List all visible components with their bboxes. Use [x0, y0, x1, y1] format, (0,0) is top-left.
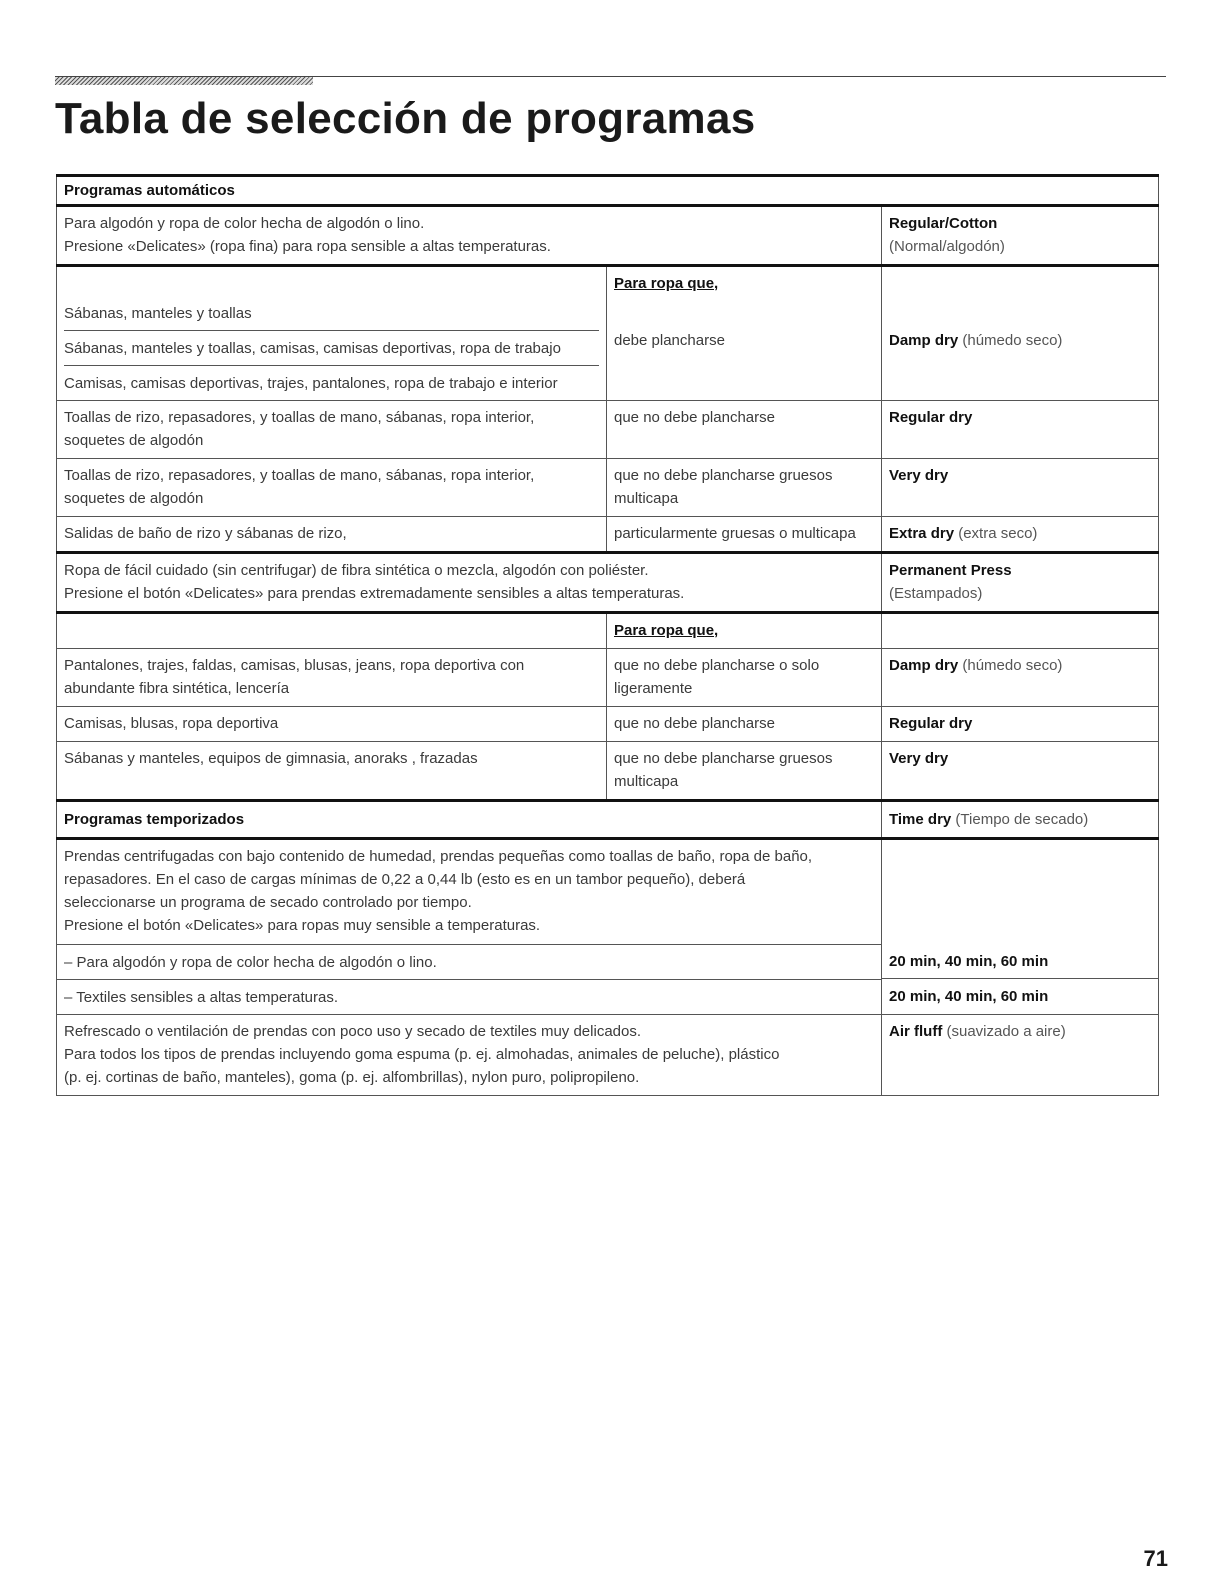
blank-spacer — [889, 845, 1151, 944]
para-ropa-label: Para ropa que, — [614, 275, 719, 292]
para-ropa-label: Para ropa que, — [614, 622, 719, 639]
program-name: Permanent Press — [889, 562, 1012, 579]
desc-line: (p. ej. cortinas de baño, manteles), goma (p. ej. alfombrillas), nylon puro, polipropileno. — [64, 1069, 640, 1086]
table-row — [57, 613, 1159, 649]
section-header-row — [57, 176, 1159, 206]
program-selection-table — [56, 174, 1159, 1096]
table-row — [57, 206, 1159, 266]
items-cell: Toallas de rizo, repasadores, y toallas de mano, sábanas, ropa interior, soquetes de algodón — [57, 459, 607, 517]
intro-line: Presione el botón «Delicates» para prendas extremadamente sensibles a altas temperaturas. — [64, 585, 685, 602]
program-subtitle: (extra seco) — [958, 525, 1038, 542]
program-name: Damp dry — [889, 332, 959, 349]
table-row — [57, 401, 1159, 459]
table-row — [57, 742, 1159, 801]
timed-times: 20 min, 40 min, 60 min — [889, 953, 1049, 970]
section-header-auto: Programas automáticos — [57, 176, 1159, 206]
desc-line: Para todos los tipos de prendas incluyendo goma espuma (p. ej. almohadas, animales de peluche), plástico — [64, 1046, 780, 1063]
program-subtitle: (húmedo seco) — [962, 332, 1063, 349]
program-subtitle: (suavizado a aire) — [946, 1023, 1066, 1040]
header-rule — [55, 76, 1166, 77]
desc-line: Refrescado o ventilación de prendas con poco uso y secado de textiles muy delicados. — [64, 1023, 642, 1040]
program-name: Very dry — [889, 467, 949, 484]
table-row — [57, 1015, 1159, 1096]
condition-cell — [607, 613, 882, 649]
table-row — [57, 707, 1159, 742]
program-name: Regular dry — [889, 715, 973, 732]
blank-spacer — [57, 267, 606, 296]
table-row — [57, 266, 1159, 401]
desc-line: Prendas centrifugadas con bajo contenido de humedad, prendas pequeñas como toallas de baño, ropa de baño, — [64, 848, 813, 865]
timed-description — [57, 839, 882, 1015]
program-cell — [882, 839, 1159, 1015]
condition-cell — [607, 266, 882, 401]
desc-line: repasadores. En el caso de cargas mínimas de 0,22 a 0,44 lb (esto es en un tambor pequeño), deberá — [64, 871, 746, 888]
table-row — [57, 839, 1159, 1015]
timed-times: 20 min, 40 min, 60 min — [889, 988, 1049, 1005]
program-line — [889, 329, 1151, 352]
damp-items-cell — [57, 266, 607, 401]
items-cell: Camisas, blusas, ropa deportiva — [57, 707, 607, 742]
section-header-row — [57, 801, 1159, 839]
desc-line: Presione el botón «Delicates» para ropas muy sensible a temperaturas. — [64, 917, 541, 934]
program-cell — [882, 801, 1159, 839]
condition-cell: particularmente gruesas o multicapa — [607, 517, 882, 553]
condition-cell: que no debe plancharse — [607, 401, 882, 459]
program-cell — [882, 707, 1159, 742]
condition-cell: que no debe plancharse gruesos multicapa — [607, 742, 882, 801]
damp-item-list — [57, 296, 606, 400]
program-cell — [882, 401, 1159, 459]
timed-option: – Textiles sensibles a altas temperaturas. — [64, 989, 339, 1006]
program-name: Regular/Cotton — [889, 215, 998, 232]
page-number: 71 — [1143, 1546, 1168, 1571]
condition-cell: que no debe plancharse o solo ligeramente — [607, 649, 882, 707]
section-header-timed: Programas temporizados — [57, 801, 882, 839]
condition-cell: que no debe plancharse gruesos multicapa — [607, 459, 882, 517]
list-item: Sábanas, manteles y toallas, camisas, camisas deportivas, ropa de trabajo — [64, 331, 599, 366]
program-cell — [882, 553, 1159, 613]
items-cell: Pantalones, trajes, faldas, camisas, blusas, jeans, ropa deportiva con abundante fibra sintética, lencería — [57, 649, 607, 707]
condition-cell: que no debe plancharse — [607, 707, 882, 742]
program-name: Extra dry — [889, 525, 955, 542]
items-cell: Sábanas y manteles, equipos de gimnasia, anoraks , frazadas — [57, 742, 607, 801]
blank-cell — [57, 613, 607, 649]
table-row — [57, 459, 1159, 517]
intro-line: Presione «Delicates» (ropa fina) para ropa sensible a altas temperaturas. — [64, 238, 551, 255]
header-hatch-bar — [55, 76, 313, 85]
program-name: Very dry — [889, 750, 949, 767]
items-cell: Toallas de rizo, repasadores, y toallas de mano, sábanas, ropa interior, soquetes de algodón — [57, 401, 607, 459]
blank-cell — [882, 613, 1159, 649]
table-row — [57, 649, 1159, 707]
program-subtitle: (Normal/algodón) — [889, 238, 1005, 255]
program-cell — [882, 266, 1159, 401]
program-name: Air fluff — [889, 1023, 943, 1040]
intro-text-cotton — [57, 206, 882, 266]
program-subtitle: (Estampados) — [889, 585, 983, 602]
list-item: Camisas, camisas deportivas, trajes, pantalones, ropa de trabajo e interior — [64, 375, 558, 392]
program-cell — [882, 206, 1159, 266]
condition-text: debe plancharse — [614, 332, 725, 349]
desc-line: seleccionarse un programa de secado controlado por tiempo. — [64, 894, 472, 911]
intro-text-permanent — [57, 553, 882, 613]
program-name: Time dry — [889, 811, 952, 828]
program-cell — [882, 742, 1159, 801]
list-item: Sábanas, manteles y toallas — [64, 296, 599, 331]
program-cell — [882, 517, 1159, 553]
program-cell — [882, 1015, 1159, 1096]
page-title: Tabla de selección de programas — [55, 94, 756, 143]
program-subtitle: (húmedo seco) — [962, 657, 1063, 674]
program-name: Damp dry — [889, 657, 959, 674]
program-name: Regular dry — [889, 409, 973, 426]
table-row — [57, 517, 1159, 553]
program-subtitle: (Tiempo de secado) — [955, 811, 1089, 828]
table-row — [57, 553, 1159, 613]
items-cell: Salidas de baño de rizo y sábanas de rizo, — [57, 517, 607, 553]
intro-line: Para algodón y ropa de color hecha de algodón o lino. — [64, 215, 425, 232]
program-cell — [882, 459, 1159, 517]
air-fluff-description — [57, 1015, 882, 1096]
intro-line: Ropa de fácil cuidado (sin centrifugar) de fibra sintética o mezcla, algodón con poliéster. — [64, 562, 649, 579]
timed-option: – Para algodón y ropa de color hecha de algodón o lino. — [64, 954, 437, 971]
program-cell — [882, 649, 1159, 707]
